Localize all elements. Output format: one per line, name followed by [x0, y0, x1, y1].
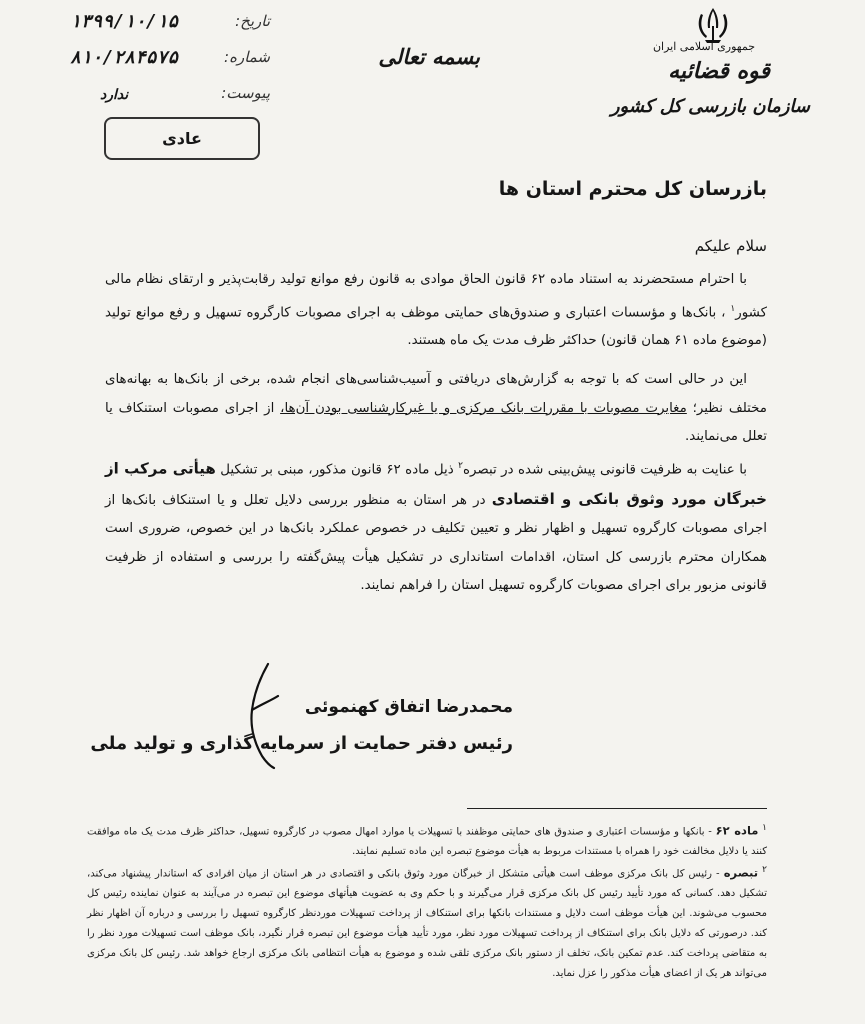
attachment-value: ندارد	[100, 87, 129, 103]
org-name: سازمان بازرسی کل کشور	[610, 96, 810, 117]
footnote-2-head: تبصره	[723, 865, 759, 880]
p2-text: این در حالی است که با توجه به گزارش‌های دریافتی و آسیب‌شناسی‌های انجام شده، برخی از بانک‌ها به بهانه‌های مختلف نظیر؛	[105, 372, 767, 416]
meta-attachment	[70, 84, 270, 110]
p2-rest: از اجرای مصوبات استنکاف یا تعلل می‌نمایند.	[105, 400, 767, 444]
basmala: بسمه تعالی	[378, 44, 480, 69]
footnote-2-text: - رئیس کل بانک مرکزی موظف است هیأتی متشکل از خبرگان مورد وثوق بانکی و اقتصادی در هر استان از میان افرادی که استاندار پیشنهاد می‌کند، تشکیل دهد. کسانی که مورد تأیید رئیس کل بانک مرکزی قرار می‌گیرند و با حکم وی به عضویت هیأتهای موضوع این تبصره در می‌آیند به عنوان نماینده رئیس کل محسوب می‌شوند. این هیأت موظف است دلایل و مستندات بانکها برای استنکاف از پرداخت تسهیلات موردنظر کارگروه تسهیل را بررسی و درباره آن اظهار نظر کند. درصورتی که دلایل بانک برای استنکاف از پرداخت تسهیلات مورد نظر، مورد تأیید هیأت موضوع این تبصره قرار نگیرد، بانک موظف است تسهیلات مورد نظر را به متقاضی پرداخت کند. عدم تمکین بانک، تخلف از دستور بانک مرکزی تلقی شده و موضوع به هیأت انتظامی بانک مرکزی ارجاع خواهد شد. رئیس کل بانک مرکزی می‌تواند هر یک از اعضای هیأت مذکور را عزل نماید.	[87, 868, 767, 980]
meta-date	[70, 12, 270, 38]
footnote-2-number: ۲	[762, 865, 767, 875]
p1-rest: ، بانک‌ها و مؤسسات اعتباری و صندوق‌های حمایتی موظف به اجرای مصوبات کارگروه تسهیل و رفع موانع تولید (موضوع ماده ۶۱ همان قانون) حداکثر ظرف مدت یک ماه هستند.	[105, 304, 767, 349]
classification-badge: عادی	[104, 117, 260, 160]
org-judiciary: قوه قضائیه	[668, 58, 770, 84]
footnote-1	[87, 818, 767, 862]
p3-mid: ذیل ماده ۶۲ قانون مذکور، مبنی بر تشکیل	[220, 462, 454, 478]
date-label: تاریخ:	[235, 12, 270, 30]
footnote-1-number: ۱	[762, 823, 767, 833]
p3-rest: در هر استان به منظور بررسی دلایل تعلل و یا استنکاف بانک‌ها از اجرای مصوبات کارگروه تسهیل و اظهار نظر و تعیین تکلیف در خصوص عملکرد بانک‌ها در این خصوص، ضروری است همکاران محترم بازرسی کل استان، اقدامات استانداری در تشکیل هیأت پیش‌گفته را بررسی و استفاده از ظرفیت قانونی مزبور برای اجرای مصوبات کارگروه تسهیل استان را فراهم نمایند.	[105, 492, 767, 594]
paragraph-2	[105, 366, 767, 452]
footnote-divider	[467, 808, 767, 809]
footnote-1-text: - بانکها و مؤسسات اعتباری و صندوق های حمایتی موظفند با تسهیلات یا موارد امهال مصوب در کارگروه تسهیل، حداکثر ظرف مدت یک ماه موافقت کنند یا دلایل مخالفت خود را همراه با مستندات مربوط به هیأت موضوع تبصره این ماده تسلیم نمایند.	[87, 826, 767, 858]
org-country: جمهوری اسلامی ایران	[652, 40, 755, 53]
meta-number	[70, 48, 270, 74]
footnote-ref-2: ۲	[458, 461, 463, 471]
p1-text: با احترام مستحضرند به استناد ماده ۶۲ قانون الحاق موادی به قانون رفع موانع تولید رقابت‌پذیر و ارتقای نظام مالی کشور	[105, 272, 767, 320]
paragraph-1	[105, 266, 767, 356]
greeting: سلام علیکم	[694, 237, 767, 255]
p3-text: با عنایت به ظرفیت قانونی پیش‌بینی شده در تبصره	[462, 462, 748, 478]
signer-name: محمدرضا اتفاق کهنموئی	[304, 697, 513, 717]
footnote-2	[87, 860, 767, 984]
footnote-ref-1: ۱	[730, 303, 736, 314]
attachment-label: پیوست:	[221, 84, 270, 102]
footnote-1-head: ماده ۶۲	[715, 823, 759, 838]
p3-bold: هیأتی مرکب از خبرگان مورد وثوق بانکی و اقتصادی	[105, 459, 767, 508]
number-value: ۸۱۰/۲۸۴۵۷۵	[70, 47, 179, 68]
date-value: ۱۳۹۹/۱۰/۱۵	[70, 11, 179, 32]
p2-underlined: مغایرت مصوبات با مقررات بانک مرکزی و یا غیرکارشناسی بودن آن‌ها،	[280, 400, 687, 416]
paragraph-3	[105, 452, 767, 601]
addressee: بازرسان کل محترم استان ها	[498, 178, 767, 200]
number-label: شماره:	[224, 48, 270, 66]
signer-title: رئیس دفتر حمایت از سرمایه گذاری و تولید ملی	[90, 733, 513, 754]
